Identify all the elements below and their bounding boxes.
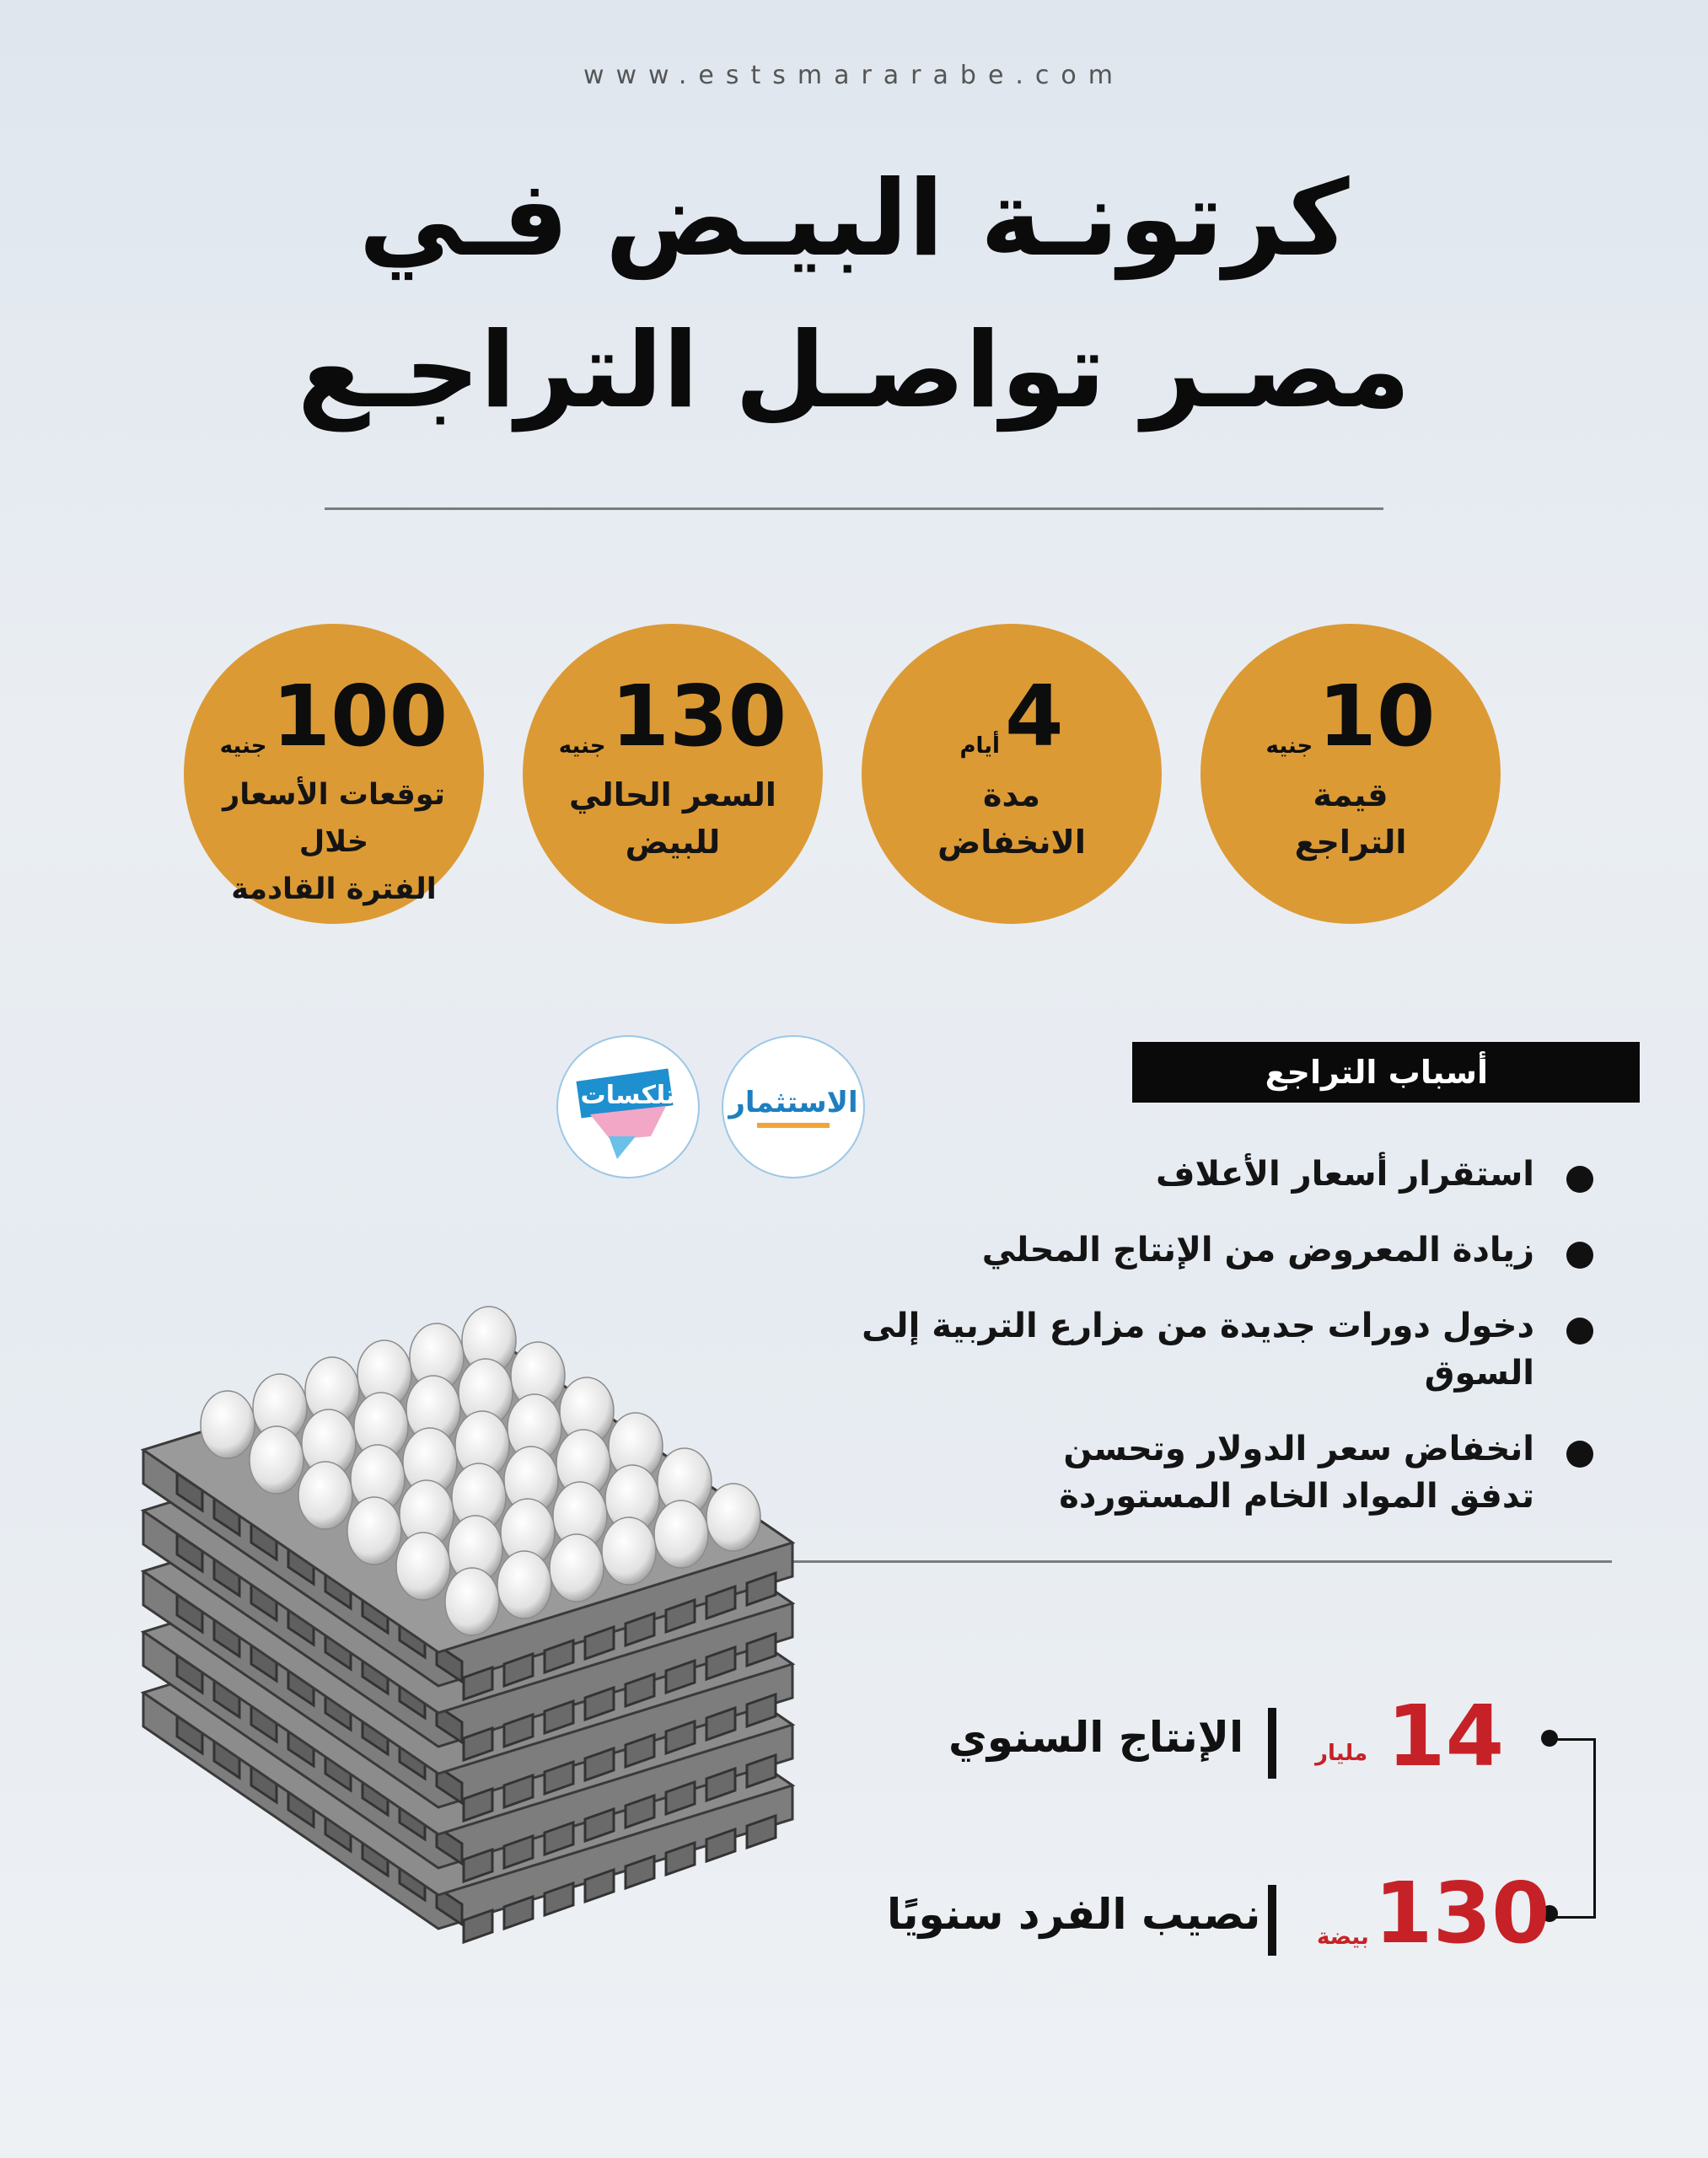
telexat-logo (556, 1035, 700, 1178)
stat-circle-price-forecast (184, 624, 484, 924)
stat-unit: جنيه (219, 733, 267, 759)
divider-bottom (792, 1560, 1612, 1563)
stat-unit: مليار (1315, 1741, 1368, 1766)
stat-label: نصيب الفرد سنويًا (887, 1890, 1261, 1939)
stat-value: 130 (610, 667, 787, 765)
stat-circle-decline-value (1200, 624, 1501, 924)
egg (445, 1568, 499, 1635)
stat-value: 14 (1387, 1687, 1505, 1785)
stat-value: 130 (1374, 1864, 1550, 1962)
egg (602, 1517, 656, 1585)
bullet-icon (1566, 1166, 1593, 1193)
stat-unit: أيام (959, 733, 1000, 759)
stat-circle-decline-duration (862, 624, 1162, 924)
stat-value: 4 (1004, 667, 1064, 765)
causes-heading: أسباب التراجع (1132, 1042, 1640, 1103)
stat-unit: جنيه (558, 733, 606, 759)
list-item: انخفاض سعر الدولار وتحسن تدفق المواد الخام المستوردة (1029, 1425, 1593, 1520)
connector-bracket (1550, 1738, 1596, 1919)
stat-label: الفترة القادمة (231, 872, 437, 906)
stat-unit: بيضة (1317, 1924, 1369, 1950)
egg (347, 1497, 401, 1565)
separator-bar (1268, 1708, 1276, 1779)
stat-label: التراجع (1294, 824, 1407, 861)
bullet-icon (1566, 1242, 1593, 1269)
stat-label: توقعات الأسعار خلال (223, 778, 445, 859)
title-line-2: مصـر تواصـل التراجـع (297, 310, 1411, 432)
egg (497, 1551, 551, 1618)
logo-text: تلكسات (580, 1081, 676, 1110)
egg (396, 1533, 450, 1600)
causes-list (742, 1151, 1593, 1549)
stat-label: الإنتاج السنوي (948, 1713, 1244, 1762)
egg (250, 1426, 303, 1494)
stat-label: للبيض (625, 824, 721, 861)
title-line-1: كرتونـة البيـض فـي (358, 158, 1350, 280)
stat-value: 10 (1318, 667, 1436, 765)
divider-top (325, 507, 1383, 510)
bullet-icon (1566, 1318, 1593, 1345)
stat-unit: جنيه (1265, 733, 1313, 759)
stat-label: مدة (983, 776, 1040, 813)
logo-text: الاستثمار (728, 1086, 858, 1119)
bullet-icon (1566, 1441, 1593, 1468)
connector-dot (1541, 1730, 1558, 1747)
egg (706, 1484, 760, 1551)
list-item: استقرار أسعار الأعلاف (742, 1151, 1593, 1198)
stat-label: قيمة (1313, 776, 1388, 813)
separator-bar (1268, 1885, 1276, 1956)
egg (201, 1391, 255, 1458)
egg (550, 1534, 604, 1602)
egg-trays-image (126, 1281, 809, 1956)
egg (298, 1462, 352, 1529)
stat-label: الانخفاض (937, 824, 1086, 861)
stat-value: 100 (271, 667, 448, 765)
page-title (253, 143, 1455, 447)
list-item: زيادة المعروض من الإنتاج المحلي (742, 1227, 1593, 1274)
site-url: www.estsmararabe.com (583, 61, 1125, 90)
stat-label: السعر الحالي (569, 776, 776, 813)
list-item: دخول دورات جديدة من مزارع التربية إلى السوق (742, 1302, 1593, 1397)
stat-circle-current-price (523, 624, 823, 924)
egg (654, 1500, 708, 1568)
